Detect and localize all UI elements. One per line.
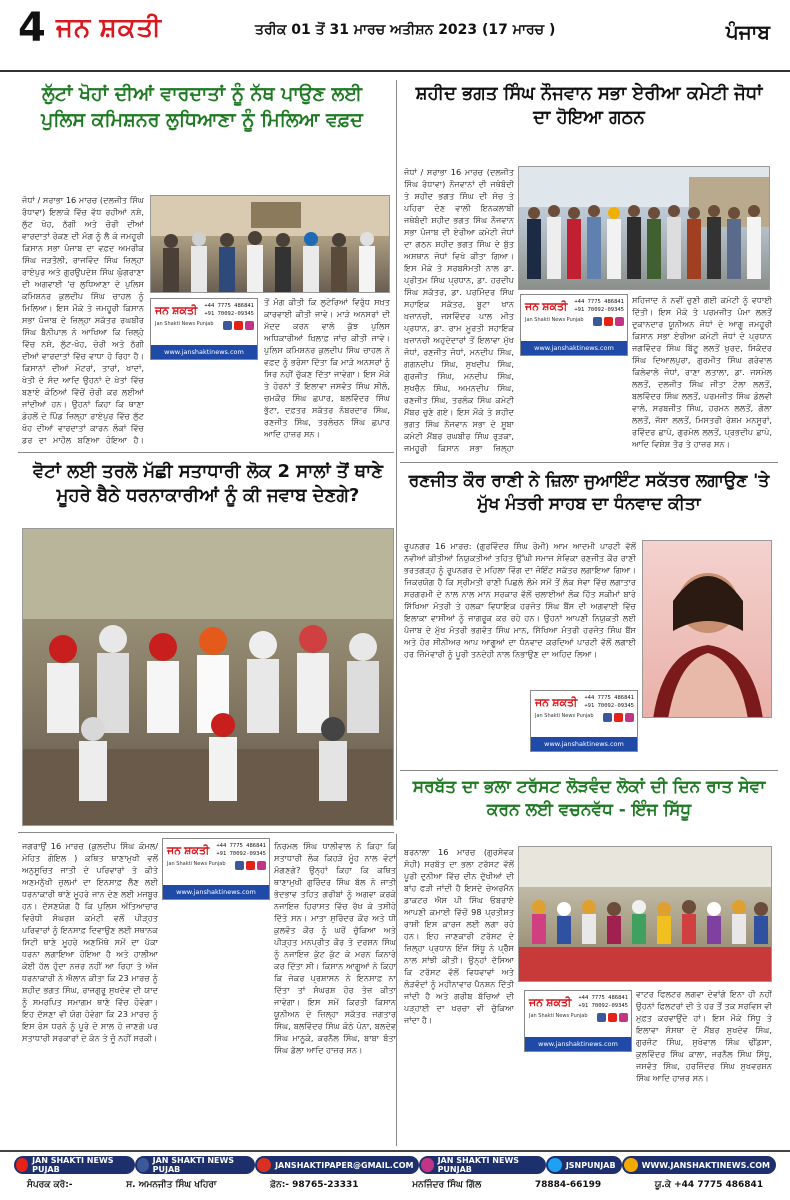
ad-logo: ਜਨ ਸ਼ਕਤੀ (525, 301, 568, 313)
ad-phone-in: +91 70092-09345 (578, 1003, 628, 1009)
section-divider (18, 452, 394, 453)
article1-photo (150, 195, 390, 293)
footer-link-label: JSNPUNJAB (565, 1160, 616, 1170)
newspaper-logo: ਜਨ ਸ਼ਕਤੀ (56, 12, 162, 42)
ad-phone-uk: +44 7775 486841 (574, 299, 624, 305)
footer-link-label: JAN SHAKTI NEWS PUJAB (32, 1156, 114, 1174)
ad-logo: ਜਨ ਸ਼ਕਤੀ (167, 845, 210, 857)
footer-link-label: JAN SHAKTI NEWS PUNJAB (437, 1156, 520, 1174)
facebook-icon (603, 713, 612, 722)
portrait-icon (643, 541, 772, 718)
instagram-icon (625, 713, 634, 722)
article4-col2: ਨਿਰਮਲ ਸਿੰਘ ਧਾਲੀਵਾਲ ਨੇ ਕਿਹਾ ਕਿ ਸਤਾਧਾਰੀ ਲੋਕ ਕਿਹੜੇ ਮੂੰਹ ਨਾਲ ਵੋਟਾਂ ਮੰਗਣਗੇ? ਉਨ੍ਹਾਂ ਕਿਹਾ ਕਿ ਕਥਿਤ ਥਾਣਾਮੁਖੀ ਗੁਰਿੰਦਰ ਸਿੰਘ ਬੱਲ ਨੇ ਜਾਤੀ ਭੇਦਭਾਵ ਤਹਿਤ ਗਰੀਬਾਂ ਨੂੰ ਅਗਵਾ ਕਰਕੇ ਨਜਾਇਜ਼ ਹਿਰਾਸਤ ਵਿੱਚ ਰੱਖ ਕੇ ਤਸੀਹੇ ਦਿੱਤੇ ਸਨ। ਮਾਤਾ ਸੁਰਿੰਦਰ ਕੌਰ ਅਤੇ ਧੀ ਕੁਲਵੰਤ ਕੌਰ ਨੂੰ ਘਰੋਂ ਚੁੱਕਿਆ ਅਤੇ ਪੀੜ੍ਹਤ ਮਨਪ੍ਰੀਤ ਕੌਰ ਤੇ ਦਰਸ਼ਨ ਸਿੰਘ ਨੂੰ ਨਜਾਇਜ਼ ਕੁੱਟ ਕੁੱਟ ਕੇ ਮਰਨ ਕਿਨਾਰੇ ਕਰ ਦਿੱਤਾ ਸੀ। ਕਿਸਾਨ ਆਗੂਆਂ ਨੇ ਕਿਹਾ ਕਿ ਜੇਕਰ ਪ੍ਰਸ਼ਾਸਨ ਨੇ ਇਨਸਾਫ਼ ਨਾ ਦਿੱਤਾ ਤਾਂ ਸੰਘਰਸ਼ ਹੋਰ ਤੇਜ਼ ਕੀਤਾ ਜਾਵੇਗਾ। ਇਸ ਸਮੇਂ ਕਿਰਤੀ ਕਿਸਾਨ ਯੂਨੀਅਨ ਦੇ ਜ਼ਿਲ੍ਹਾ ਸਕੱਤਰ ਜਗਤਾਰ ਸਿੰਘ, ਬਲਵਿੰਦਰ ਸਿੰਘ ਕੋਠੇ ਪੋਨਾ, ਬਲਦੇਵ ਸਿੰਘ ਮਾਨੂਕੇ, ਕਰਨੈਲ ਸਿੰਘ, ਬਾਬਾ ਬੰਤਾ ਸਿੰਘ ਡੱਲਾ ਆਦਿ ਹਾਜ਼ਰ ਸਨ। (274, 841, 396, 1055)
article1-body-left: ਜੋਧਾਂ / ਸਰਾਭਾ 16 ਮਾਰਚ (ਦਲਜੀਤ ਸਿੰਘ ਰੰਧਾਵਾ) ਇਲਾਕੇ ਵਿੱਚ ਵੱਧ ਰਹੀਆਂ ਨਸ਼ੇ, ਲੁੱਟ ਖੋਹ, ਠੱਗੀ ਅਤੇ ਚੋਰੀ ਦੀਆਂ ਵਾਰਦਾਤਾਂ ਰੋਕਣ ਦੀ ਮੰਗ ਨੂੰ ਲੈ ਕੇ ਜਮਹੂਰੀ ਕਿਸਾਨ ਸਭਾ ਪੰਜਾਬ ਦਾ ਵਫ਼ਦ ਅਮਰੀਕ ਸਿੰਘ ਜੜਤੌਲੀ, ਰਾਜਵਿੰਦ ਸਿੰਘ ਜ਼ਿਲ੍ਹਾ ਰਾਏਪੁਰ ਅਤੇ ਗੁਰਉਪਦੇਸ਼ ਸਿੰਘ ਘੁੰਗਰਾਣਾ ਦੀ ਅਗਵਾਈ 'ਚ ਲੁਧਿਆਣਾ ਦੇ ਪੁਲਿਸ ਕਮਿਸ਼ਨਰ ਕੁਲਦੀਪ ਸਿੰਘ ਚਾਹਲ ਨੂੰ ਮਿਲਿਆ। ਇਸ ਮੌਕੇ ਤੇ ਜਮਹੂਰੀ ਕਿਸਾਨ ਸਭਾ ਪੰਜਾਬ ਦੇ ਜ਼ਿਲ੍ਹਾ ਸਕੱਤਰ ਰਘਬੀਰ ਸਿੰਘ ਬੈਨੀਪਾਲ ਨੇ ਆਖਿਆ ਕਿ ਜ਼ਿਲ੍ਹੇ ਵਿੱਚ ਨਸ਼ੇ, ਲੁੱਟ-ਖੋਹ, ਚੋਰੀ ਅਤੇ ਠੱਗੀ ਦੀਆਂ ਵਾਰਦਾਤਾਂ ਵਿੱਚ ਵਾਧਾ ਹੋ ਰਿਹਾ ਹੈ। ਕਿਸਾਨਾਂ ਦੀਆਂ ਮੋਟਰਾਂ, ਤਾਰਾਂ, ਖਾਦਾਂ, ਖੇਤੀ ਦੇ ਸੰਦ ਆਦਿ ਉਹਨਾਂ ਦੇ ਖੇਤਾਂ ਵਿੱਚ ਬਣਾਏ ਕੋਠਿਆਂ ਵਿੱਚੋਂ ਚੋਰੀ ਕਰ ਲਈਆਂ ਜਾਂਦੀਆਂ ਹਨ। ਉਹਨਾਂ ਕਿਹਾ ਕਿ ਥਾਣਾ ਡੇਹਲੋਂ ਦੇ ਪਿੰਡ ਜ਼ਿਲ੍ਹਾ ਰਾਏਪੁਰ ਵਿੱਚ ਲੁੱਟ ਖੋਹ ਦੀਆਂ ਵਾਰਦਾਤਾਂ ਕਾਰਨ ਲੋਕਾਂ ਵਿੱਚ ਡਰ ਦਾ ਮਾਹੌਲ ਬਣਿਆ ਹੋਇਆ ਹੈ। (22, 195, 144, 444)
article3-body: ਰੂਪਨਗਰ 16 ਮਾਰਚ: (ਗੁਰਵਿੰਦਰ ਸਿੰਘ ਰੋਮੀ) ਆਮ ਆਦਮੀ ਪਾਰਟੀ ਵੱਲੋਂ ਨਵੀਆਂ ਕੀਤੀਆਂ ਨਿਯੁਕਤੀਆਂ ਤਹਿਤ ਉੱਘੀ ਸਮਾਜ ਸੇਵਿਕਾ ਰਣਜੀਤ ਕੌਰ ਰਾਣੀ ਭਰਤਗੜ੍ਹ ਨੂੰ ਰੂਪਨਗਰ ਦੇ ਮਹਿਲਾ ਵਿੰਗ ਦਾ ਜੋਇੰਟ ਸਕੱਤਰ ਲਗਾਇਆ ਗਿਆ। ਜਿਕਰਯੋਗ ਹੈ ਕਿ ਸ੍ਰੀਮਤੀ ਰਾਣੀ ਪਿਛਲੇ ਲੰਮੇ ਸਮੇਂ ਤੋਂ ਲੋਕ ਸੇਵਾ ਵਿੱਚ ਲਗਾਤਾਰ ਸਰਗਰਮੀ ਦੇ ਨਾਲ ਨਾਲ ਮਾਨ ਸਰਕਾਰ ਵੱਲੋਂ ਚਲਾਈਆਂ ਲੋਕ ਹਿੱਤ ਸਕੀਮਾਂ ਬਾਰੇ ਸਿੱਖਿਆ ਮੰਤਰੀ ਤੇ ਹਲਕਾ ਵਿਧਾਇਕ ਹਰਜੋਤ ਸਿੰਘ ਬੈਂਸ ਦੀ ਅਗਵਾਈ ਵਿੱਚ ਇਲਾਕਾ ਵਾਸੀਆਂ ਨੂੰ ਜਾਗਰੂਕ ਕਰ ਰਹੇ ਹਨ। ਉਹਨਾਂ ਆਪਣੀ ਨਿਯੁਕਤੀ ਲਈ ਪੰਜਾਬ ਦੇ ਮੁੱਖ ਮੰਤਰੀ ਭਗਵੰਤ ਸਿੰਘ ਮਾਨ, ਸਿੱਖਿਆ ਮੰਤਰੀ ਹਰਜੋਤ ਸਿੰਘ ਬੈਂਸ ਅਤੇ ਹੋਰ ਸੀਨੀਅਰ ਆਪ ਆਗੂਆਂ ਦਾ ਧੰਨਵਾਦ ਕਰਦਿਆਂ ਪਾਰਟੀ ਵੱਲੋਂ ਲਗਾਈ ਹਰ ਜ਼ਿੰਮੇਵਾਰੀ ਨੂੰ ਪੂਰੀ ਤਨਦੇਹੀ ਨਾਲ ਨਿਭਾਉਣ ਦਾ ਅਹਿਦ ਲਿਆ। (404, 541, 636, 659)
ad-logo: ਜਨ ਸ਼ਕਤੀ (155, 305, 198, 317)
youtube-icon (608, 1013, 617, 1022)
ad-phone-in: +91 70092-09345 (584, 703, 634, 709)
instagram-icon (615, 317, 624, 326)
ad-social-icons (235, 861, 266, 870)
facebook-icon (597, 1013, 606, 1022)
ad-phone-in: +91 70092-09345 (216, 851, 266, 857)
crowd-seated-icon (519, 847, 772, 982)
article2-photo (518, 166, 770, 290)
page-number: 4 (18, 5, 46, 51)
ad-phone-uk: +44 7775 486841 (204, 303, 254, 309)
dateline: ਤਰੀਕ 01 ਤੋਂ 31 ਮਾਰਚ ਅਤੀਸ਼ਨ 2023 (17 ਮਾਰਚ ) (255, 22, 556, 38)
protest-photo (22, 528, 394, 826)
footer-email-link[interactable] (255, 1156, 419, 1174)
footer-twitter-link[interactable] (546, 1156, 622, 1174)
facebook-icon (593, 317, 602, 326)
ad-subtitle: Jan Shakti News Punjab (535, 713, 594, 719)
delegation-photo-icon (151, 196, 390, 293)
section-divider (18, 832, 394, 833)
ranjit-kaur-photo (642, 540, 772, 718)
article2-headline: ਸ਼ਹੀਦ ਭਗਤ ਸਿੰਘ ਨੌਜਵਾਨ ਸਭਾ ਏਰੀਆ ਕਮੇਟੀ ਜੋਧਾਂ ਦਾ ਹੋਇਆ ਗਠਨ (415, 83, 763, 129)
ad-phone-uk: +44 7775 486841 (216, 843, 266, 849)
ad-phone-in: +91 70092-09345 (574, 307, 624, 313)
ad-phone-uk: +44 7775 486841 (584, 695, 634, 701)
instagram-icon (421, 1158, 433, 1172)
ad-url: www.janshaktinews.com (151, 345, 257, 359)
footer-facebook-link[interactable] (135, 1156, 256, 1174)
ad-logo: ਜਨ ਸ਼ਕਤੀ (529, 997, 572, 1009)
contact-label: ਸੰਪਰਕ ਕਰੋ:- (26, 1180, 73, 1190)
jan-shakti-ad (150, 298, 258, 360)
column-divider (396, 834, 397, 1146)
youtube-icon (234, 321, 243, 330)
web-icon (624, 1158, 638, 1172)
article2-body-right: ਸਹਿਜਾਦ ਨੇ ਨਵੀਂ ਚੁਣੀ ਗਈ ਕਮੇਟੀ ਨੂੰ ਵਧਾਈ ਦਿੱਤੀ। ਇਸ ਮੌਕੇ ਤੇ ਪਰਮਜੀਤ ਪੰਮਾ ਲਲਤੋਂ ਦੁਕਾਨਦਾਰ ਯੂਨੀਅਨ ਜੋਧਾਂ ਦੇ ਆਗੂ ਜਮਹੂਰੀ ਕਿਸਾਨ ਸਭਾ ਏਰੀਆ ਕਮੇਟੀ ਜੋਧਾਂ ਦੇ ਪ੍ਰਧਾਨ ਜਗਵਿੰਦਰ ਸਿੰਘ ਬਿੱਟੂ ਲਲਤੋਂ ਖੁਰਦ, ਸਿਕੰਦਰ ਸਿੰਘ ਦਿਆਲਪੁਰਾ, ਗੁਰਮੀਤ ਸਿੰਘ ਗਰੇਵਾਲ ਕਿਲੇਵਾਲੇ ਜੋਧਾਂ, ਰਾਣਾ ਲਤਾਲਾ, ਡਾ. ਜਸਮੇਲ ਲਲਤੋਂ, ਦਲਜੀਤ ਸਿੰਘ ਜੀਤਾ ਟੋਲਾ ਲਲਤੋਂ, ਬਲਵਿੰਦਰ ਸਿੰਘ ਲਲਤੋਂ, ਪਰਮਜੀਤ ਸਿੰਘ ਡੋਲਵੀ ਵਾਲੇ, ਸਰਬਜੀਤ ਸਿੰਘ, ਹਰਮਨ ਲਲਤੋਂ, ਗੋਲਾ ਲਲਤੋਂ, ਜੱਸਾ ਲਲਤੋਂ, ਮਿਸਤਰੀ ਰੇਸ਼ਮ ਮਨਸੂਰਾਂ, ਰਵਿੰਦਰ ਛਾਪੇ, ਗੁਰਮੇਲ ਲਲਤੋਂ, ਪ੍ਰਭਦੀਪ ਛਾਪੇ, ਆਦਿ ਵਿਸ਼ੇਸ਼ ਤੌਰ ਤੇ ਹਾਜ਼ਰ ਸਨ। (632, 295, 772, 449)
twitter-icon (548, 1158, 562, 1172)
masthead (0, 0, 790, 72)
article5-body-right: ਵਾਟਰ ਫਿਲਟਰ ਲਗਵਾ ਦੇਵਾਂਗੇ ਇਨਾ ਹੀ ਨਹੀਂ ਉਹਨਾਂ ਫਿਲਟਰਾਂ ਦੀ ਤੇ ਹਰ ਤੌਂ ਤਕ ਸਰਵਿਸ ਵੀ ਮੁਫ਼ਤ ਕਰਵਾਉਂਦੇ ਹਾਂ। ਇਸ ਮੌਕੇ ਸਿੱਧੂ ਤੇ ਇਲਾਵਾ ਸੰਸਥਾ ਦੇ ਮੈਂਬਰ ਸੁਖਦੇਵ ਸਿੰਘ, ਗੁਰਜੰਟ ਸਿੰਘ, ਸੁਖੇਵਾਲ ਸਿੰਘ ਢੀਂਡਸਾ, ਕੁਲਵਿੰਦਰ ਸਿੰਘ ਕਾਲਾ, ਜਰਨੈਲ ਸਿੰਘ ਸਿੱਧੂ, ਜਸਵੰਤ ਸਿੰਘ, ਹਰਜਿੰਦਰ ਸਿੰਘ ਸੁਖਵਰਸ਼ਨ ਸਿੰਘ ਆਦਿ ਹਾਜ਼ਰ ਸਨ। (636, 989, 772, 1083)
footer-link-label: WWW.JANSHAKTINEWS.COM (641, 1160, 770, 1170)
gmail-icon (257, 1158, 271, 1172)
contact-phone: 78884-66199 (534, 1180, 602, 1190)
sit-in-protest-icon (23, 529, 394, 826)
trust-event-photo (518, 846, 772, 982)
ad-subtitle: Jan Shakti News Punjab (529, 1013, 588, 1019)
ad-url: www.janshaktinews.com (531, 737, 637, 751)
social-links-row (0, 1156, 790, 1178)
contact-phone: ਫ਼ੋਨ:- 98765-23331 (270, 1180, 359, 1190)
youtube-icon (246, 861, 255, 870)
facebook-icon (235, 861, 244, 870)
jan-shakti-ad (162, 838, 270, 900)
ad-subtitle: Jan Shakti News Punjab (155, 321, 214, 327)
ad-subtitle: Jan Shakti News Punjab (167, 861, 226, 867)
instagram-icon (245, 321, 254, 330)
ad-social-icons (603, 713, 634, 722)
contact-name: ਮਨਜਿੰਦਰ ਸਿੰਘ ਗਿੱਲ (412, 1180, 482, 1190)
youtube-icon (614, 713, 623, 722)
article5-body-left: ਬਰਨਾਲਾ 16 ਮਾਰਚ (ਗੁਰਸੇਵਕ ਸੋਹੀ) ਸਰਬੱਤ ਦਾ ਭਲਾ ਟਰੱਸਟ ਵੱਲੋਂ ਪੂਰੀ ਦੁਨੀਆ ਵਿੱਚ ਦੀਨ ਦੁੱਖੀਆਂ ਦੀ ਬਾਂਹ ਫੜੀ ਜਾਂਦੀ ਹੈ ਇਸਦੇ ਚੇਅਰਮੈਨ ਡਾਕਟਰ ਐਸ ਪੀ ਸਿੰਘ ਓਬਰਾਏ ਆਪਣੀ ਕਮਾਈ ਵਿੱਚੋਂ 98 ਪ੍ਰਤੀਸ਼ਤ ਰਾਸ਼ੀ ਇਸ ਕਾਰਜ ਲਈ ਲਗਾ ਰਹੇ ਹਨ। ਇਹ ਜਾਣਕਾਰੀ ਟਰੱਸਟ ਦੇ ਜ਼ਿਲ੍ਹਾ ਪ੍ਰਧਾਨ ਇੰਜ ਸਿੱਧੂ ਨੇ ਪ੍ਰੈੱਸ ਨਾਲ ਸਾਂਝੀ ਕੀਤੀ। ਉਨ੍ਹਾਂ ਦੱਸਿਆ ਕਿ ਟਰੱਸਟ ਵੱਲੋਂ ਵਿਧਵਾਵਾਂ ਅਤੇ ਲੋੜਵੰਦਾਂ ਨੂੰ ਮਹੀਨਾਵਾਰ ਪੈਨਸ਼ਨ ਦਿੱਤੀ ਜਾਂਦੀ ਹੈ ਅਤੇ ਗਰੀਬ ਬੱਚਿਆਂ ਦੀ ਪੜ੍ਹਾਈ ਦਾ ਖਰਚਾ ਵੀ ਚੁੱਕਿਆ ਜਾਂਦਾ ਹੈ। (404, 847, 514, 1025)
article4-col1: ਜਗਰਾਉਂ 16 ਮਾਰਚ (ਕੁਲਦੀਪ ਸਿੰਘ ਕੋਮਲ/ ਮੋਹਿਤ ਗੋਇਲ ) ਕਥਿਤ ਥਾਣਾਮੁਖੀ ਵਲੋਂ ਅਨੁਸੂਚਿਤ ਜਾਤੀ ਦੇ ਪਰਿਵਾਰਾਂ ਤੇ ਕੀਤੇ ਅਣਮਨੁੱਖੀ ਜ਼ੁਲਮਾਂ ਦਾ ਇਨਸਾਫ਼ ਲੈਣ ਲਈ ਧਰਨਾਕਾਰੀ ਥਾਣੇ ਮੂਹਰੇ ਜਾਨ ਦੇਣ ਲਈ ਮਜਬੂਰ ਹਨ। ਦੱਸਣਯੋਗ ਹੈ ਕਿ ਪੁਲਿਸ ਅੱਤਿਆਚਾਰ ਵਿਰੋਧੀ ਸੰਘਰਸ਼ ਕਮੇਟੀ ਵਲੋਂ ਪੀੜ੍ਹਤ ਪਰਿਵਾਰਾਂ ਨੂੰ ਇਨਸਾਫ਼ ਦਿਵਾਉਣ ਲਈ ਸਥਾਨਕ ਸਿਟੀ ਥਾਣੇ ਮੂਹਰੇ ਅਣਮਿੱਥੇ ਸਮੇਂ ਦਾ ਪੱਕਾ ਧਰਨਾ ਲਗਾਇਆ ਹੋਇਆ ਹੈ ਅਤੇ ਹਾਲੀਆ ਕੋਈ ਹੱਲ ਹੁੰਦਾ ਨਜ਼ਰ ਨਹੀਂ ਆ ਰਿਹਾ ਤੇ ਅੱਜ ਧਰਨਾਕਾਰੀ ਨੇ ਐਲਾਨ ਕੀਤਾ ਕਿ 23 ਮਾਰਚ ਨੂੰ ਸ਼ਹੀਦ ਭਗਤ ਸਿੰਘ, ਰਾਜਗੁਰੂ ਸੁਖਦੇਵ ਦੀ ਯਾਦ ਨੂੰ ਸਮਰਪਿਤ ਸਮਾਗਮ ਥਾਣੇ ਵਿੱਚ ਹੋਵੇਗਾ। ਇਹ ਦੱਸਣਾ ਵੀ ਯੋਗ ਹੋਵੇਗਾ ਕਿ 23 ਮਾਰਚ ਨੂੰ ਇਸ ਰੋਸ ਧਰਨੇ ਨੂੰ ਪੂਰੇ ਦੋ ਸਾਲ ਹੋ ਜਾਣਗੇ ਪਰ ਸਤਾਧਾਰੀ ਸਰਕਾਰਾਂ ਦੇ ਕੰਨ ਤੇ ਜੂੰ ਨਹੀਂ ਸਰਕੀ। (22, 841, 158, 1043)
jan-shakti-ad (520, 294, 628, 356)
contact-row (0, 1180, 790, 1198)
footer-website-link[interactable] (622, 1156, 776, 1174)
ad-logo: ਜਨ ਸ਼ਕਤੀ (535, 697, 578, 709)
ad-url: www.janshaktinews.com (521, 341, 627, 355)
ad-phone-in: +91 70092-09345 (204, 311, 254, 317)
article5-headline: ਸਰਬੱਤ ਦਾ ਭਲਾ ਟਰੱਸਟ ਲੋੜਵੰਦ ਲੋਕਾਂ ਦੀ ਦਿਨ ਰਾਤ ਸੇਵਾ ਕਰਨ ਲਈ ਵਚਨਵੱਧ - ਇੰਜ ਸਿੱਧੂ (412, 777, 766, 820)
group-photo-icon (519, 167, 770, 290)
ad-social-icons (597, 1013, 628, 1022)
contact-name: ਸ. ਅਮਨਜੀਤ ਸਿੰਘ ਖਹਿਰਾ (126, 1180, 217, 1190)
section-divider (400, 770, 778, 771)
ad-url: www.janshaktinews.com (163, 885, 269, 899)
ad-social-icons (223, 321, 254, 330)
column-divider (396, 80, 397, 820)
ad-subtitle: Jan Shakti News Punjab (525, 317, 584, 323)
youtube-icon (16, 1158, 28, 1172)
footer (0, 1150, 790, 1200)
ad-url: www.janshaktinews.com (525, 1037, 631, 1051)
section-divider (400, 462, 778, 463)
facebook-icon (223, 321, 232, 330)
jan-shakti-ad (524, 990, 632, 1052)
contact-phone-uk: ਯੂ.ਕੇ +44 7775 486841 (654, 1180, 764, 1190)
footer-youtube-link[interactable] (14, 1156, 135, 1174)
article1-headline: ਲੁੱਟਾਂ ਖੋਹਾਂ ਦੀਆਂ ਵਾਰਦਾਤਾਂ ਨੂੰ ਨੱਥ ਪਾਉਣ ਲਈ ਪੁਲਿਸ ਕਮਿਸ਼ਨਰ ਲੁਧਿਆਣਾ ਨੂੰ ਮਿਲਿਆ ਵਫ਼ਦ (41, 83, 363, 131)
ad-social-icons (593, 317, 624, 326)
footer-link-label: JAN SHAKTI NEWS PUJAB (152, 1156, 235, 1174)
footer-link-label: JANSHAKTIPAPER@GMAIL.COM (275, 1160, 414, 1170)
youtube-icon (604, 317, 613, 326)
article2-body-left: ਜੋਧਾਂ / ਸਰਾਭਾ 16 ਮਾਰਚ (ਦਲਜੀਤ ਸਿੰਘ ਰੰਧਾਵਾ) ਨੌਜਵਾਨਾਂ ਦੀ ਜਥੇਬੰਦੀ ਤੇ ਸ਼ਹੀਦ ਭਗਤ ਸਿੰਘ ਦੀ ਸੋਚ ਤੇ ਪਹਿਰਾ ਦੇਣ ਵਾਲੀ ਇਨਕਲਾਬੀ ਜਥੇਬੰਦੀ ਸ਼ਹੀਦ ਭਗਤ ਸਿੰਘ ਨੌਜਵਾਨ ਸਭਾ ਪੰਜਾਬ ਦੀ ਏਰੀਆ ਕਮੇਟੀ ਜੋਧਾਂ ਦਾ ਗਠਨ ਸ਼ਹੀਦ ਭਗਤ ਸਿੰਘ ਦੇ ਬੁੱਤ ਅਸਥਾਨ ਜੋਧਾਂ ਵਿਖੇ ਕੀਤਾ ਗਿਆ। ਇਸ ਮੌਕੇ ਤੇ ਸਰਬਸੰਮਤੀ ਨਾਲ ਡਾ. ਪ੍ਰੀਤਮ ਸਿੰਘ ਪ੍ਰਧਾਨ, ਡਾ. ਹਰਦੀਪ ਸਿੰਘ ਸਕੱਤਰ, ਡਾ. ਪਰਮਿੰਦਰ ਸਿੰਘ ਸਹਾਇਕ ਸਕੱਤਰ, ਬੂਟਾ ਖਾਨ ਖ਼ਜ਼ਾਨਚੀ, ਜਸਵਿੰਦਰ ਪਾਲ ਮੀਤ ਪ੍ਰਧਾਨ, ਡਾ. ਰਾਮ ਮੂਰਤੀ ਸਹਾਇਕ ਖ਼ਜ਼ਾਨਚੀ ਅਹੁਦੇਦਾਰਾਂ ਤੋਂ ਇਲਾਵਾ ਮੁੱਖ ਜੋਧਾਂ, ਰਣਜੀਤ ਜੋਧਾਂ, ਮਨਦੀਪ ਸਿੰਘ, ਗਗਨਦੀਪ ਸਿੰਘ, ਸੁਖਦੀਪ ਸਿੰਘ, ਗੁਰਜੀਤ ਸਿੰਘ, ਮਨਦੀਪ ਸਿੰਘ, ਸੁਖਚੈਨ ਸਿੰਘ, ਅਮਨਦੀਪ ਸਿੰਘ, ਰਣਜੀਤ ਸਿੰਘ, ਤਰਲੋਕ ਸਿੰਘ ਕਮੇਟੀ ਮੈਂਬਰ ਚੁਣੇ ਗਏ। ਇਸ ਮੌਕੇ ਤੇ ਸ਼ਹੀਦ ਭਗਤ ਸਿੰਘ ਨੌਜਵਾਨ ਸਭਾ ਦੇ ਸੂਬਾ ਕਮੇਟੀ ਮੈਂਬਰ ਰਘਬੀਰ ਸਿੰਘ ਰੁੜਕਾ, ਜਮਹੂਰੀ ਕਿਸਾਨ ਸਭਾ ਜ਼ਿਲ੍ਹਾ (404, 167, 514, 453)
footer-instagram-link[interactable] (419, 1156, 545, 1174)
facebook-icon (137, 1158, 149, 1172)
instagram-icon (257, 861, 266, 870)
article4-headline: ਵੋਟਾਂ ਲਈ ਤਰਲੋ ਮੱਛੀ ਸਤਾਧਾਰੀ ਲੋਕ 2 ਸਾਲਾਂ ਤੋਂ ਥਾਣੇ ਮੂਹਰੇ ਬੈਠੇ ਧਰਨਾਕਾਰੀਆਂ ਨੂੰ ਕੀ ਜਵਾਬ ਦੇਣਗੇ? (33, 461, 383, 507)
article1-body-right: ਤੋਂ ਮੰਗ ਕੀਤੀ ਕਿ ਲੁਟੇਰਿਆਂ ਵਿਰੁੱਧ ਸਖ਼ਤ ਕਾਰਵਾਈ ਕੀਤੀ ਜਾਵੇ। ਮਾੜੇ ਅਨਸਰਾਂ ਦੀ ਮੱਦਦ ਕਰਨ ਵਾਲੇ ਕੁੱਝ ਪੁਲਿਸ ਅਧਿਕਾਰੀਆਂ ਖ਼ਿਲਾਫ਼ ਜਾਂਚ ਕੀਤੀ ਜਾਵੇ। ਪੁਲਿਸ ਕਮਿਸ਼ਨਰ ਕੁਲਦੀਪ ਸਿੰਘ ਚਾਹਲ ਨੇ ਵਫ਼ਦ ਨੂੰ ਭਰੋਸਾ ਦਿੱਤਾ ਕਿ ਮਾੜੇ ਅਨਸਰਾਂ ਨੂੰ ਸਿਰ ਨਹੀਂ ਚੁੱਕਣ ਦਿੱਤਾ ਜਾਵੇਗਾ। ਇਸ ਮੌਕੇ ਤੇ ਹੋਰਨਾਂ ਤੋਂ ਇਲਾਵਾ ਜਸਵੰਤ ਸਿੰਘ ਸੀਲੋ, ਚਮਕੌਰ ਸਿੰਘ ਛਪਾਰ, ਬਲਵਿੰਦਰ ਸਿੰਘ ਭੁੱਟਾ, ਦਫ਼ਤਰ ਸਕੱਤਰ ਨੰਬਰਦਾਰ ਸਿੰਘ, ਰਣਜੀਤ ਸਿੰਘ, ਤਰਲੋਚਨ ਸਿੰਘ ਛਪਾਰ ਆਦਿ ਹਾਜ਼ਰ ਸਨ। (264, 297, 390, 439)
jan-shakti-ad (530, 690, 638, 752)
ad-phone-uk: +44 7775 486841 (578, 995, 628, 1001)
section-name: ਪੰਜਾਬ (725, 20, 770, 44)
instagram-icon (619, 1013, 628, 1022)
article3-headline: ਰਣਜੀਤ ਕੌਰ ਰਾਣੀ ਨੇ ਜ਼ਿਲਾ ਜੁਆਇੰਟ ਸਕੱਤਰ ਲਗਾਉਣ 'ਤੇ ਮੁੱਖ ਮੰਤਰੀ ਸਾਹਬ ਦਾ ਧੰਨਵਾਦ ਕੀਤਾ (408, 471, 770, 514)
